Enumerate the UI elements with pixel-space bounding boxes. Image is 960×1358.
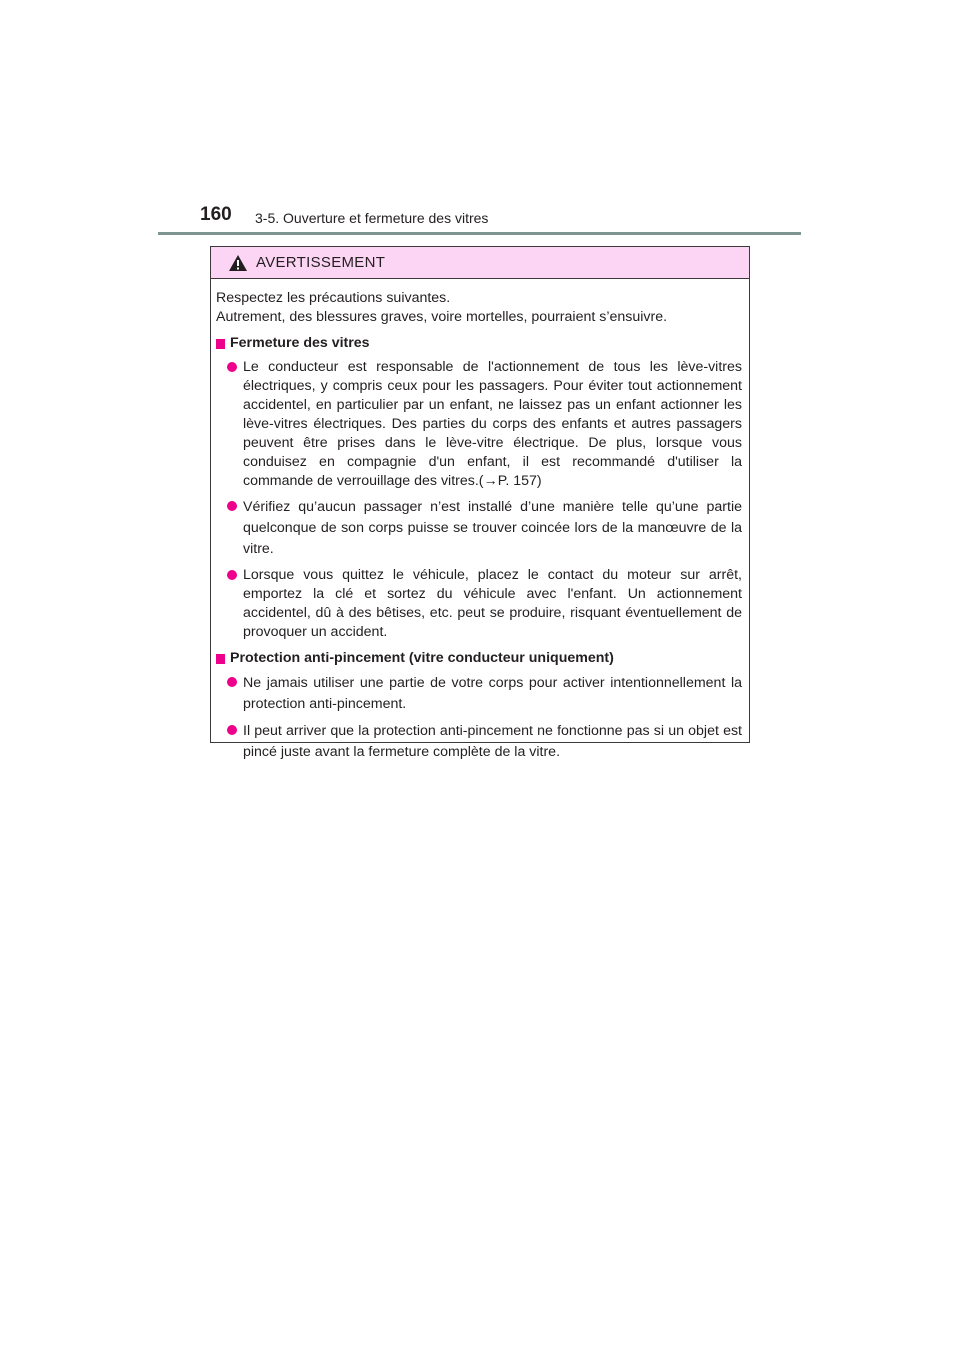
section-heading	[216, 649, 742, 668]
list-item	[227, 721, 742, 763]
section-heading-text: Fermeture des vitres	[230, 335, 370, 351]
section-title: 3-5. Ouverture et fermeture des vitres	[255, 210, 489, 226]
section-heading	[216, 334, 742, 353]
circle-bullet-icon	[227, 725, 237, 735]
circle-bullet-icon	[227, 501, 237, 511]
list-item-text: Ne jamais utiliser une partie de votre corps pour activer intentionnellement la protection anti-pincement.	[243, 675, 742, 712]
warning-header	[211, 247, 749, 279]
page-number: 160	[200, 204, 232, 225]
square-bullet-icon	[216, 654, 225, 664]
list-item	[227, 358, 742, 491]
warning-title: AVERTISSEMENT	[256, 254, 386, 271]
warning-box	[210, 246, 750, 760]
list-item	[227, 673, 742, 715]
list-item-text: Vérifiez qu’aucun passager n’est installé d’une manière telle qu’une partie quelconque de son corps puisse se trouver coincée lors de la manœuvre de la vitre.	[243, 499, 742, 557]
circle-bullet-icon	[227, 362, 237, 372]
header-rule	[158, 232, 801, 235]
warning-intro	[216, 289, 742, 327]
intro-line: Autrement, des blessures graves, voire mortelles, pourraient s’ensuivre.	[216, 309, 668, 325]
list-item-text: Il peut arriver que la protection anti-pincement ne fonctionne pas si un objet est pincé juste avant la fermeture complète de la vitre.	[243, 723, 742, 760]
square-bullet-icon	[216, 339, 225, 349]
list-item-text: Lorsque vous quittez le véhicule, placez le contact du moteur sur arrêt, emportez la clé et sortez du véhicule avec l'enfant. Un actionnement accidentel, dû à des bêtises, etc. peut se produire, risquant éventuellement de provoquer un accident.	[243, 567, 742, 640]
circle-bullet-icon	[227, 570, 237, 580]
list-item	[227, 497, 742, 560]
warning-triangle-icon	[228, 254, 248, 272]
list-item	[227, 566, 742, 642]
section-heading-text: Protection anti-pincement (vitre conducteur uniquement)	[230, 650, 614, 666]
warning-body	[211, 279, 749, 763]
intro-line: Respectez les précautions suivantes.	[216, 290, 451, 306]
circle-bullet-icon	[227, 677, 237, 687]
list-item-text: Le conducteur est responsable de l'actionnement de tous les lève-vitres électriques, y compris ceux pour les passagers. Pour éviter tout actionnement accidentel, en particulier par un enfant, ne laissez pas un enfant actionner les lève-vitres électriques. Des parties du corps des enfants et autres passagers peuvent être prises dans le lève-vitre électrique. De plus, lorsque vous conduisez en compagnie d'un enfant, il est recommandé d'utiliser la commande de verrouillage des vitres.(→P. 157)	[243, 359, 742, 489]
